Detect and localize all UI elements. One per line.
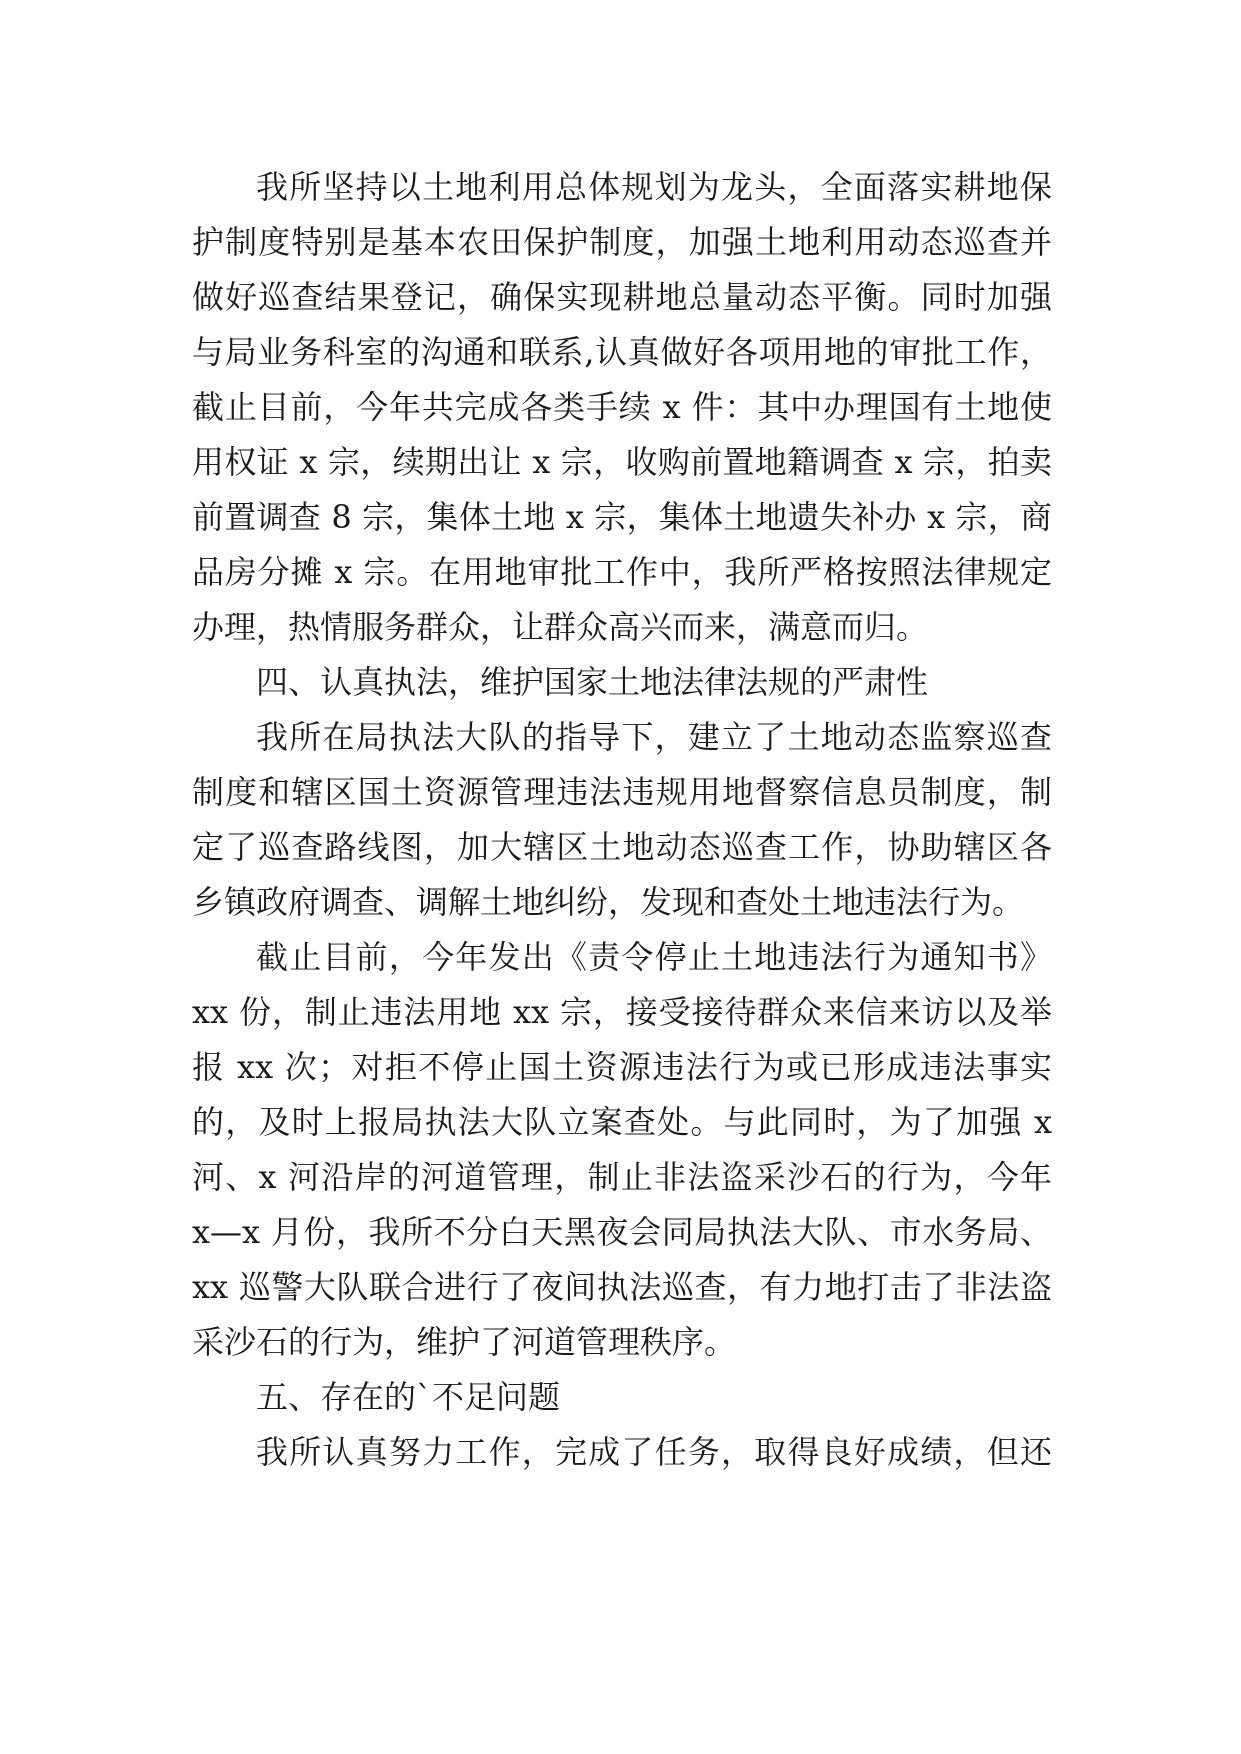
paragraph-line: 的，及时上报局执法大队立案查处。与此同时，为了加强 x (192, 1103, 1052, 1141)
paragraph-line: 定了巡查路线图，加大辖区土地动态巡查工作，协助辖区各 (192, 828, 1052, 866)
paragraph-line: 与局业务科室的沟通和联系,认真做好各项用地的审批工作， (192, 333, 1052, 371)
body-text (192, 160, 1052, 1480)
paragraph-line: 河、x 河沿岸的河道管理，制止非法盗采沙石的行为，今年 (192, 1158, 1052, 1196)
paragraph-line: xx 巡警大队联合进行了夜间执法巡查，有力地打击了非法盗 (192, 1268, 1052, 1306)
paragraph-line: 办理，热情服务群众，让群众高兴而来，满意而归。 (192, 608, 929, 646)
paragraph-line: 护制度特别是基本农田保护制度，加强土地利用动态巡查并 (192, 223, 1052, 261)
paragraph-line: 用权证 x 宗，续期出让 x 宗，收购前置地籍调查 x 宗，拍卖 (192, 443, 1052, 481)
paragraph-line: 我所认真努力工作，完成了任务，取得良好成绩，但还 (256, 1433, 1052, 1471)
paragraph-line: 品房分摊 x 宗。在用地审批工作中，我所严格按照法律规定 (192, 553, 1052, 591)
section-heading: 五、存在的`不足问题 (256, 1378, 561, 1416)
paragraph-line: 我所在局执法大队的指导下，建立了土地动态监察巡查 (256, 718, 1052, 756)
paragraph-line: 做好巡查结果登记，确保实现耕地总量动态平衡。同时加强 (192, 278, 1052, 316)
paragraph-line: 制度和辖区国土资源管理违法违规用地督察信息员制度，制 (192, 773, 1052, 811)
paragraph-line: 采沙石的行为，维护了河道管理秩序。 (192, 1323, 737, 1361)
paragraph-line: 乡镇政府调查、调解土地纠纷，发现和查处土地违法行为。 (192, 883, 1025, 921)
paragraph-line: 截止目前，今年共完成各类手续 x 件：其中办理国有土地使 (192, 388, 1052, 426)
paragraph-line: 前置调查 8 宗，集体土地 x 宗，集体土地遗失补办 x 宗，商 (192, 498, 1052, 536)
paragraph-line: xx 份，制止违法用地 xx 宗，接受接待群众来信来访以及举 (192, 993, 1052, 1031)
paragraph-line: 截止目前，今年发出《责令停止土地违法行为通知书》 (256, 938, 1052, 976)
paragraph-line: 报 xx 次；对拒不停止国土资源违法行为或已形成违法事实 (192, 1048, 1052, 1086)
paragraph-line: 我所坚持以土地利用总体规划为龙头，全面落实耕地保 (256, 168, 1052, 206)
section-heading: 四、认真执法，维护国家土地法律法规的严肃性 (256, 663, 929, 701)
paragraph-line: x—x 月份，我所不分白天黑夜会同局执法大队、市水务局、 (192, 1213, 1052, 1251)
